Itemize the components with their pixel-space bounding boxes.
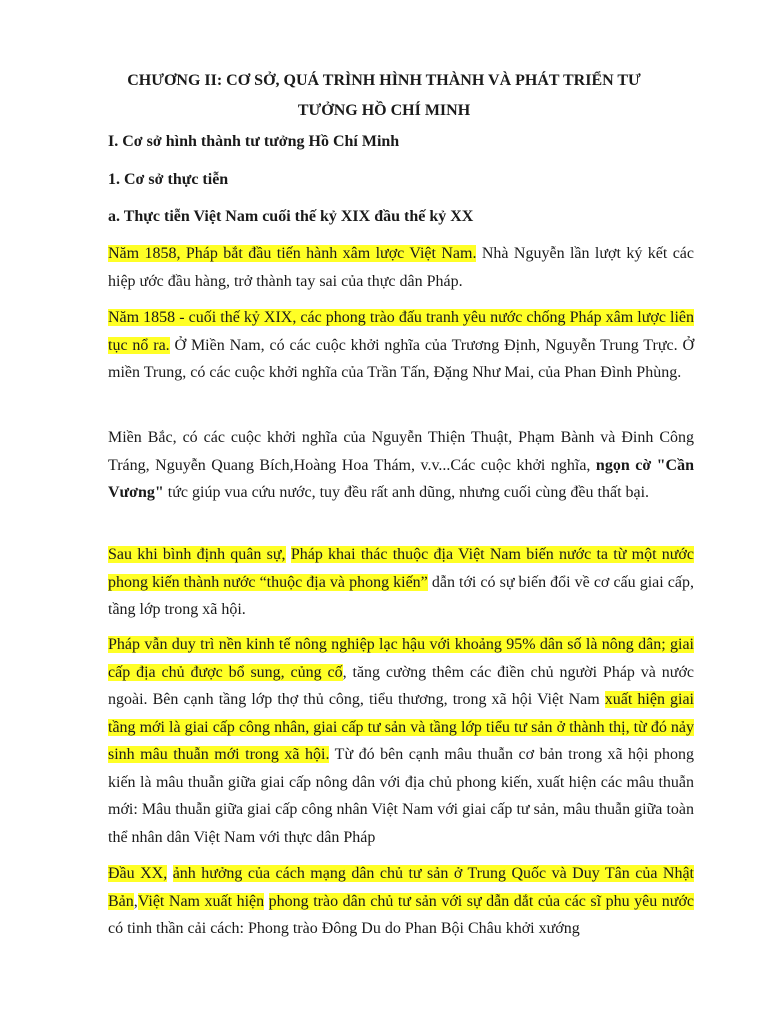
sub-subsection-heading: a. Thực tiễn Việt Nam cuối thế kỷ XIX đầu thế kỷ XX [108, 208, 474, 225]
body-text: Ở Miền Nam, có các cuộc khởi nghĩa của Trương Định, Nguyễn Trung Trực. Ở miền Trung, có các cuộc khởi nghĩa của Trần Tấn, Đặng Như Mai, của Phan Đình Phùng. [108, 336, 695, 381]
body-text: tức giúp vua cứu nước, tuy đều rất anh dũng, nhưng cuối cùng đều thất bại. [163, 484, 650, 501]
body-text: Từ đó bên cạnh mâu thuẫn cơ bản trong xã hội phong kiến là mâu thuẫn giữa giai cấp nông dân với địa chủ phong kiến, xuất hiện các mâu thuẫn mới: Mâu thuẫn giữa giai cấp công nhân Việt Nam với giai cấp tư sản, mâu thuẫn giữa toàn thể nhân dân Việt Nam với thực dân Pháp [108, 746, 695, 846]
paragraph-5 [108, 631, 694, 851]
body-text: Nhà Nguyễn lần lượt ký kết các hiệp ước đầu hàng, trở thành tay sai của thực dân Pháp. [108, 245, 695, 290]
highlighted-text: Pháp vẫn duy trì nền kinh tế nông nghiệp lạc hậu với khoảng 95% dân số là nông dân; giai cấp địa chủ được bổ sung, củng cố [108, 636, 694, 681]
paragraph-3 [108, 424, 694, 507]
body-text [167, 865, 172, 882]
highlighted-text: xuất hiện giai tầng mới là giai cấp công nhân, giai cấp tư sản và tầng lớp tiểu tư sản ở thành thị, từ đó nảy sinh mâu thuẫn mới trong xã hội. [108, 691, 695, 763]
highlighted-text: ảnh hưởng của cách mạng dân chủ tư sản ở Trung Quốc và Duy Tân của Nhật Bản [108, 865, 694, 910]
chapter-title [100, 66, 668, 126]
paragraph-4 [108, 541, 694, 624]
body-text: , tăng cường thêm các điền chủ người Pháp và nước ngoài. Bên cạnh tầng lớp thợ thủ công, tiểu thương, trong xã hội Việt Nam [108, 663, 695, 708]
paragraph-2 [108, 304, 694, 387]
highlighted-text: Năm 1858, Pháp bắt đầu tiến hành xâm lược Việt Nam. [108, 245, 477, 262]
body-text: dẫn tới có sự biến đổi về cơ cấu giai cấp, tầng lớp trong xã hội. [108, 573, 694, 618]
chapter-title-line-2: TƯỞNG HỒ CHÍ MINH [297, 102, 471, 119]
subsection-heading: 1. Cơ sở thực tiễn [108, 171, 229, 188]
body-text: Miền Bắc, có các cuộc khởi nghĩa của Nguyễn Thiện Thuật, Phạm Bành và Đinh Công Tráng, Nguyễn Quang Bích,Hoàng Hoa Thám, v.v...Các cuộc khởi nghĩa, [108, 429, 694, 474]
paragraph-1 [108, 240, 694, 295]
body-text: , [133, 892, 138, 910]
highlighted-text: Pháp khai thác thuộc địa Việt Nam biến nước ta từ một nước phong kiến thành nước “thuộc địa và phong kiến” [108, 546, 694, 591]
body-text [264, 893, 269, 910]
highlighted-text: Sau khi bình định quân sự, [108, 546, 286, 563]
paragraph-6 [108, 860, 694, 943]
highlighted-text: phong trào dân chủ tư sản với sự dẫn dắt của các sĩ phu yêu nước [268, 892, 695, 910]
highlighted-text: Đầu XX, [108, 865, 168, 882]
bold-text: ngọn cờ "Cần Vương" [108, 456, 695, 501]
highlighted-text: Năm 1858 - cuối thế kỷ XIX, các phong trào đấu tranh yêu nước chống Pháp xâm lược liên tục nổ ra. [108, 309, 694, 354]
section-heading: I. Cơ sở hình thành tư tưởng Hồ Chí Minh [108, 133, 400, 150]
chapter-title-line-1: CHƯƠNG II: CƠ SỞ, QUÁ TRÌNH HÌNH THÀNH VÀ PHÁT TRIỂN TƯ [127, 72, 641, 89]
body-text: có tinh thần cải cách: Phong trào Đông Du do Phan Bội Châu khởi xướng [108, 920, 580, 937]
highlighted-text: Việt Nam xuất hiện [137, 892, 265, 910]
